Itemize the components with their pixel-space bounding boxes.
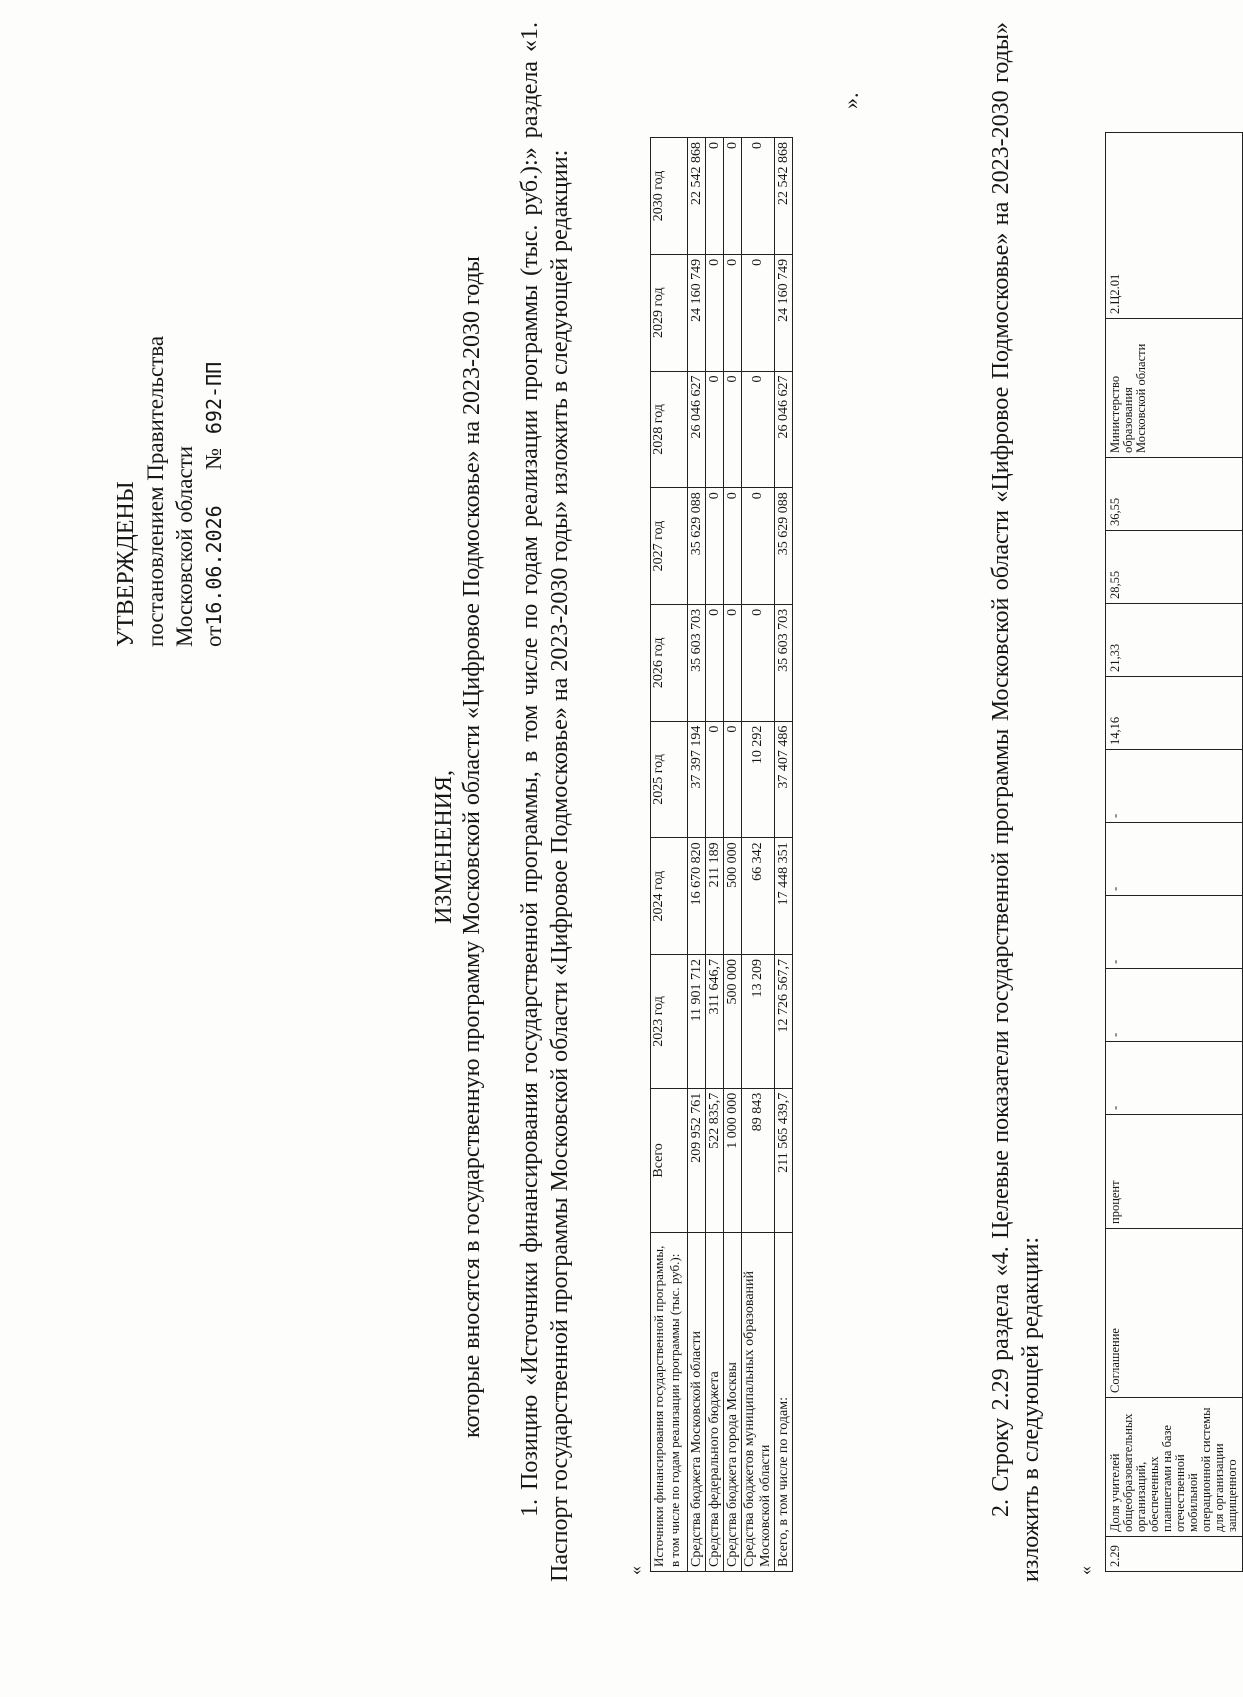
- table-cell: 0: [742, 371, 775, 488]
- table-row: [742, 138, 775, 1572]
- indicator-number: 2.29: [1106, 1537, 1243, 1572]
- table-cell: 0: [706, 371, 724, 488]
- table-cell: 0: [724, 721, 742, 838]
- indicator-table: [1105, 132, 1243, 1572]
- table-cell: 209 952 761: [688, 1088, 706, 1232]
- indicator-value: -: [1106, 969, 1243, 1042]
- table-cell: 35 629 088: [775, 488, 793, 605]
- table-cell: 13 209: [742, 955, 775, 1089]
- table-cell: 37 407 486: [775, 721, 793, 838]
- table-cell: 37 397 194: [688, 721, 706, 838]
- table-cell: 0: [706, 254, 724, 371]
- table-cell: 0: [724, 138, 742, 255]
- table-cell: 24 160 749: [775, 254, 793, 371]
- table-cell: 10 292: [742, 721, 775, 838]
- item-2-text: 2. Строку 2.29 раздела «4. Целевые показатели государственной программы Московской области «Цифровое Подмосковье» на 2023-2030 годы» изложить в следующей редакции:: [988, 22, 1044, 1582]
- column-header: 2026 год: [651, 604, 688, 721]
- header-sources: Источники финансирования государственной программы, в том числе по годам реализации программы (тыс. руб.):: [651, 1233, 688, 1572]
- open-quote-2: «: [1075, 1566, 1095, 1575]
- indicator-value: -: [1106, 896, 1243, 969]
- table-cell: 0: [706, 138, 724, 255]
- item-1-text: 1. Позицию «Источники финансирования государственной программы, в том числе по годам реализации программы (тыс. руб.):» раздела «1. Паспорт государственной программы Московской области «Цифровое Подмосковье» на 2023-2030 годы» изложить в следующей редакции:: [517, 22, 573, 1582]
- table-row-total: [775, 138, 793, 1572]
- table-cell: 500 000: [724, 955, 742, 1089]
- column-header: 2030 год: [651, 138, 688, 255]
- title-heading: ИЗМЕНЕНИЯ,: [431, 769, 457, 925]
- table-cell: 35 603 703: [775, 604, 793, 721]
- approval-line: постановлением Правительства: [143, 335, 168, 647]
- column-header: Всего: [651, 1088, 688, 1232]
- approval-line: Московской области: [172, 445, 197, 647]
- row-label: Средства федерального бюджета: [706, 1233, 724, 1572]
- table-cell: 211 189: [706, 838, 724, 955]
- table-row: [1106, 133, 1243, 1572]
- table-cell: 311 646,7: [706, 955, 724, 1089]
- approval-date: 16.06.2026: [202, 505, 226, 626]
- table-cell: 0: [742, 488, 775, 605]
- row-label: Средства бюджета города Москвы: [724, 1233, 742, 1572]
- table-cell: 0: [706, 604, 724, 721]
- table-cell: 522 835,7: [706, 1088, 724, 1232]
- table-cell: 26 046 627: [775, 371, 793, 488]
- table-cell: 26 046 627: [688, 371, 706, 488]
- indicator-value: 36,55: [1106, 458, 1243, 531]
- indicator-value: 28,55: [1106, 531, 1243, 604]
- table-cell: 0: [742, 254, 775, 371]
- table-cell: 35 603 703: [688, 604, 706, 721]
- table-cell: 0: [706, 488, 724, 605]
- table-row: [706, 138, 724, 1572]
- row-label: Всего, в том числе по годам:: [775, 1233, 793, 1572]
- indicator-name: Доля учителей общеобразовательных организаций, обеспеченных планшетами на базе отечественной мобильной операционной системы для организации защищенного: [1106, 1398, 1243, 1537]
- column-header: 2029 год: [651, 254, 688, 371]
- row-label: Средства бюджета Московской области: [688, 1233, 706, 1572]
- open-quote: «: [625, 1566, 645, 1575]
- table-cell: 66 342: [742, 838, 775, 955]
- indicator-value: -: [1106, 823, 1243, 896]
- table-cell: 500 000: [724, 838, 742, 955]
- indicator-value: 14,16: [1106, 677, 1243, 750]
- table-cell: 24 160 749: [688, 254, 706, 371]
- table-row: [688, 138, 706, 1572]
- approval-date-line: [199, 336, 229, 647]
- table-cell: 0: [724, 254, 742, 371]
- table-row: [724, 138, 742, 1572]
- approval-heading: УТВЕРЖДЕНЫ: [113, 481, 139, 647]
- column-header: 2024 год: [651, 838, 688, 955]
- column-header: 2023 год: [651, 955, 688, 1089]
- number-sign: №: [201, 447, 226, 470]
- table-cell: 0: [742, 138, 775, 255]
- table-header-row: [651, 138, 688, 1572]
- approval-number: 692-ПП: [202, 361, 226, 435]
- finance-table: [650, 137, 793, 1572]
- indicator-type: Соглашение: [1106, 1229, 1243, 1398]
- table-cell: 1 000 000: [724, 1088, 742, 1232]
- table-cell: 22 542 868: [775, 138, 793, 255]
- indicator-link: 2.Ц2.01: [1106, 133, 1243, 319]
- table-cell: 16 670 820: [688, 838, 706, 955]
- table-cell: 0: [724, 604, 742, 721]
- column-header: 2027 год: [651, 488, 688, 605]
- table-cell: 0: [742, 604, 775, 721]
- indicator-value: -: [1106, 750, 1243, 823]
- item-2: [986, 22, 1046, 1582]
- table-cell: 17 448 351: [775, 838, 793, 955]
- column-header: 2028 год: [651, 371, 688, 488]
- indicator-responsible: Министерство образования Московской области: [1106, 319, 1243, 458]
- table-cell: 0: [724, 371, 742, 488]
- table-cell: 0: [724, 488, 742, 605]
- table-cell: 35 629 088: [688, 488, 706, 605]
- table-cell: 11 901 712: [688, 955, 706, 1089]
- approval-stamp: [112, 336, 229, 647]
- indicator-unit: процент: [1106, 1115, 1243, 1229]
- row-label: Средства бюджетов муниципальных образований Московской области: [742, 1233, 775, 1572]
- indicator-value: 21,33: [1106, 604, 1243, 677]
- column-header: 2025 год: [651, 721, 688, 838]
- title-subheading: которые вносятся в государственную программу Московской области «Цифровое Подмосковье» на 2023-2030 годы: [459, 256, 485, 1438]
- indicator-value: -: [1106, 1042, 1243, 1115]
- item-1: [515, 22, 575, 1582]
- table-cell: 89 843: [742, 1088, 775, 1232]
- table-cell: 211 565 439,7: [775, 1088, 793, 1232]
- document-title: [430, 107, 486, 1587]
- table-cell: 22 542 868: [688, 138, 706, 255]
- table-cell: 12 726 567,7: [775, 955, 793, 1089]
- table-cell: 0: [706, 721, 724, 838]
- close-quote: ».: [838, 92, 863, 109]
- date-prefix: от: [201, 625, 226, 647]
